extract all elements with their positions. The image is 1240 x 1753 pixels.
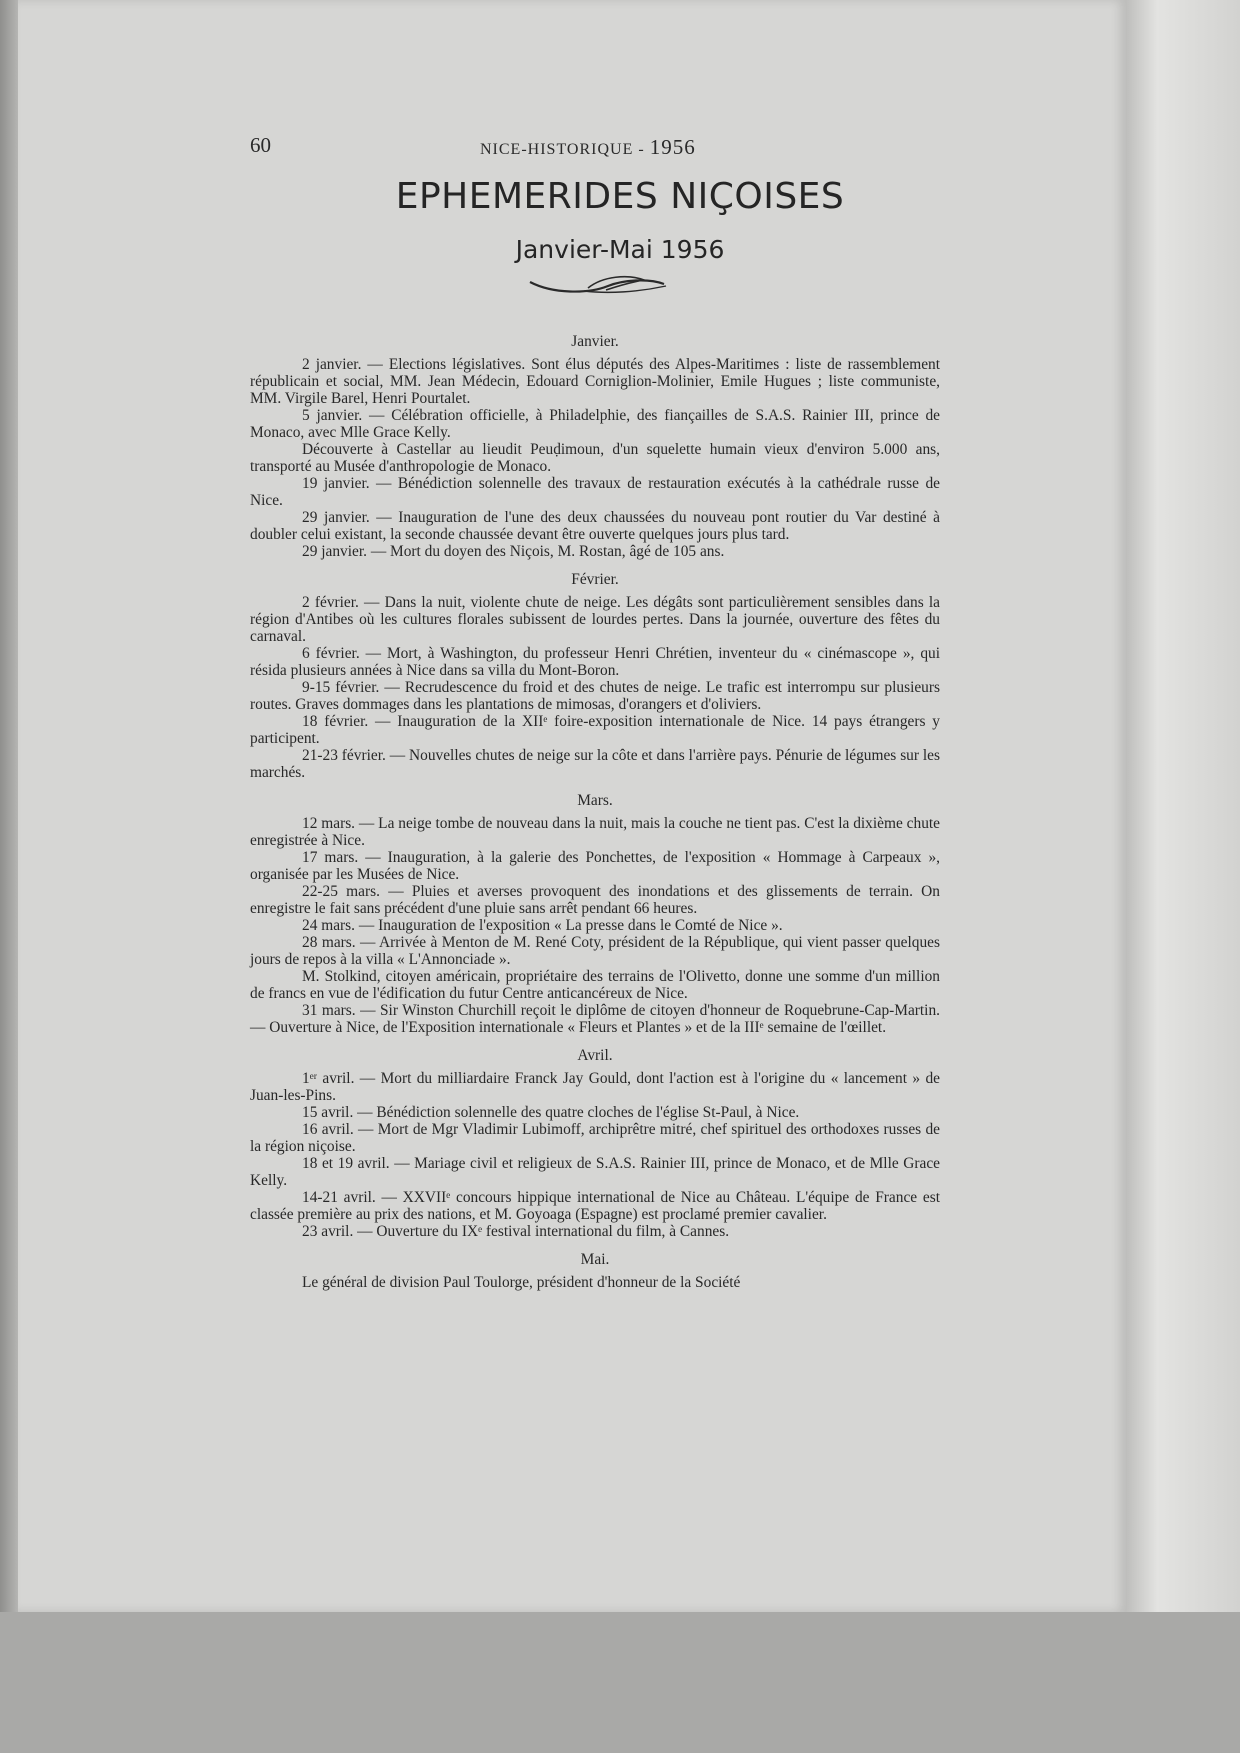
- month-heading-janvier: Janvier.: [571, 333, 619, 350]
- entry-mars-2: 17 mars. — Inauguration, à la galerie des Ponchettes, de l'exposition « Hommage à Carpeaux », organisée par les Musées de Nice.: [250, 849, 940, 883]
- entry-janvier-6: 29 janvier. — Mort du doyen des Niçois, M. Rostan, âgé de 105 ans.: [302, 543, 725, 560]
- ephemerides-body: [250, 333, 940, 1291]
- page-subtitle: Janvier-Mai 1956: [515, 235, 725, 264]
- entry-janvier-4: 19 janvier. — Bénédiction solennelle des travaux de restauration exécutés à la cathédrale russe de Nice.: [250, 475, 940, 509]
- running-title: [480, 135, 696, 160]
- entry-mai-1: Le général de division Paul Toulorge, président d'honneur de la Société: [302, 1274, 741, 1291]
- entry-avril-3: 16 avril. — Mort de Mgr Vladimir Lubimoff, archiprêtre mitré, chef spirituel des orthodoxes russes de la région niçoise.: [250, 1121, 940, 1155]
- scan-background: [0, 1612, 1240, 1753]
- entry-avril-5: 14-21 avril. — XXVIIᵉ concours hippique international de Nice au Château. L'équipe de France est classée première au prix des nations, et M. Goyoaga (Espagne) est proclamé premier cavalier.: [250, 1189, 940, 1223]
- running-title-text: NICE-HISTORIQUE -: [480, 141, 645, 158]
- entry-avril-4: 18 et 19 avril. — Mariage civil et religieux de S.A.S. Rainier III, prince de Monaco, et de Mlle Grace Kelly.: [250, 1155, 940, 1189]
- entry-avril-6: 23 avril. — Ouverture du IXᵉ festival international du film, à Cannes.: [302, 1223, 730, 1240]
- entry-mars-1: 12 mars. — La neige tombe de nouveau dans la nuit, mais la couche ne tient pas. C'est la dixième chute enregistrée à Nice.: [250, 815, 940, 849]
- entry-mars-5: 28 mars. — Arrivée à Menton de M. René Coty, président de la République, qui vient passer quelques jours de repos à la villa « L'Annonciade ».: [250, 934, 940, 968]
- running-header: [250, 133, 940, 163]
- month-heading-mai: Mai.: [580, 1251, 610, 1268]
- entry-avril-2: 15 avril. — Bénédiction solennelle des quatre cloches de l'église St-Paul, à Nice.: [302, 1104, 800, 1121]
- entry-mars-3: 22-25 mars. — Pluies et averses provoquent des inondations et des glissements de terrain. On enregistre le fait sans précédent d'une pluie sans arrêt pendant 66 heures.: [250, 883, 940, 917]
- swash-ornament-icon: [528, 272, 668, 302]
- month-heading-avril: Avril.: [577, 1047, 613, 1064]
- entry-fevrier-5: 21-23 février. — Nouvelles chutes de neige sur la côte et dans l'arrière pays. Pénurie de légumes sur les marchés.: [250, 747, 940, 781]
- entry-janvier-5: 29 janvier. — Inauguration de l'une des deux chaussées du nouveau pont routier du Var destiné à doubler celui existant, la seconde chaussée devant être ouverte quelques jours plus tard.: [250, 509, 940, 543]
- entry-mars-7: 31 mars. — Sir Winston Churchill reçoit le diplôme de citoyen d'honneur de Roquebrune-Cap-Martin. — Ouverture à Nice, de l'Exposition internationale « Fleurs et Plantes » et de la IIIᵉ semaine de l'œillet.: [250, 1002, 940, 1036]
- entry-janvier-2: 5 janvier. — Célébration officielle, à Philadelphie, des fiançailles de S.A.S. Rainier III, prince de Monaco, avec Mlle Grace Kelly.: [250, 407, 940, 441]
- running-title-year: 1956: [649, 135, 696, 159]
- entry-avril-1: 1ᵉʳ avril. — Mort du milliardaire Franck Jay Gould, dont l'action est à l'origine du « lancement » de Juan-les-Pins.: [250, 1070, 940, 1104]
- entry-fevrier-2: 6 février. — Mort, à Washington, du professeur Henri Chrétien, inventeur du « cinémascope », qui résida plusieurs années à Nice dans sa villa du Mont-Boron.: [250, 645, 940, 679]
- entry-fevrier-3: 9-15 février. — Recrudescence du froid et des chutes de neige. Le trafic est interrompu sur plusieurs routes. Graves dommages dans les plantations de mimosas, d'orangers et d'oliviers.: [250, 679, 940, 713]
- entry-janvier-1: 2 janvier. — Elections législatives. Sont élus députés des Alpes-Maritimes : liste de rassemblement républicain et social, MM. Jean Médecin, Edouard Corniglion-Molinier, Emile Hugues ; liste communiste, MM. Virgile Barel, Henri Pourtalet.: [250, 356, 940, 407]
- month-heading-fevrier: Février.: [571, 571, 619, 588]
- month-heading-mars: Mars.: [577, 792, 613, 809]
- entry-fevrier-1: 2 février. — Dans la nuit, violente chute de neige. Les dégâts sont particulièrement sensibles dans la région d'Antibes où les cultures florales subissent de lourdes pertes. Dans la journée, ouverture des fêtes du carnaval.: [250, 594, 940, 645]
- page-title: EPHEMERIDES NIÇOISES: [395, 176, 845, 217]
- entry-mars-4: 24 mars. — Inauguration de l'exposition « La presse dans le Comté de Nice ».: [302, 917, 783, 934]
- entry-fevrier-4: 18 février. — Inauguration de la XIIᵉ foire-exposition internationale de Nice. 14 pays étrangers y participent.: [250, 713, 940, 747]
- page-number: 60: [250, 133, 271, 157]
- entry-mars-6: M. Stolkind, citoyen américain, propriétaire des terrains de l'Olivetto, donne une somme d'un million de francs en vue de l'édification du futur Centre anticancéreux de Nice.: [250, 968, 940, 1002]
- entry-janvier-3: Découverte à Castellar au lieudit Peuḍimoun, d'un squelette humain vieux d'environ 5.000 ans, transporté au Musée d'anthropologie de Monaco.: [250, 441, 940, 475]
